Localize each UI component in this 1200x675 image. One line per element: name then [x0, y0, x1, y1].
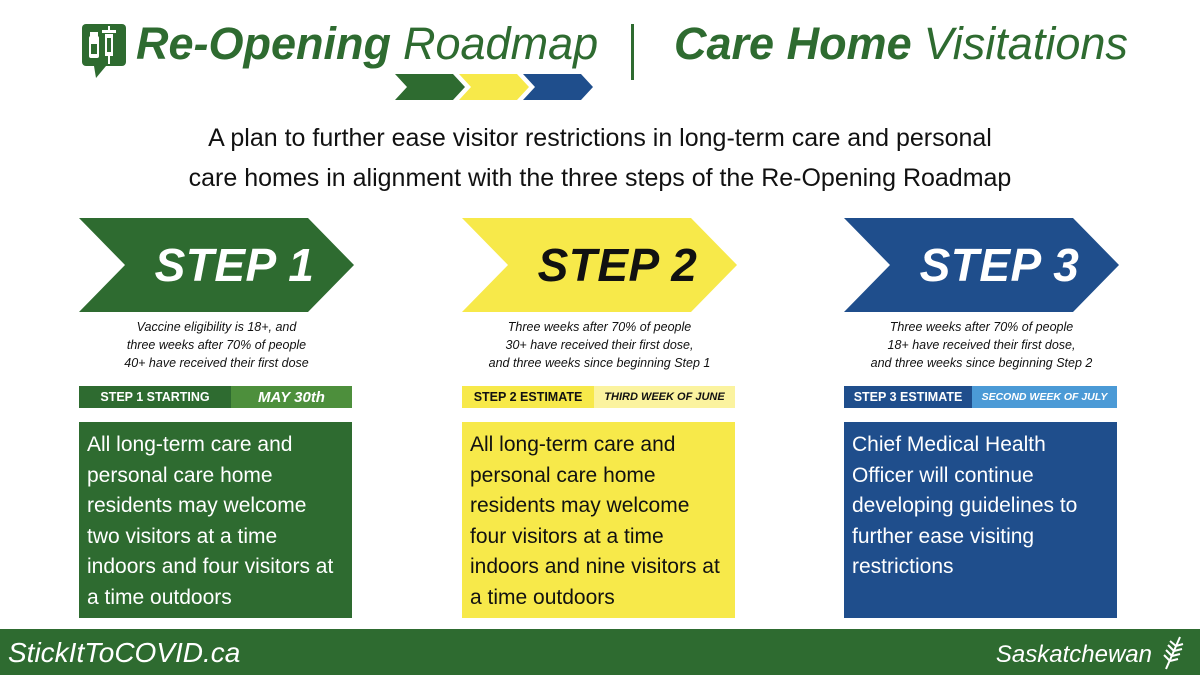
- care-home-title-light: Visitations: [923, 18, 1128, 69]
- step-2-eligibility-line: 30+ have received their first dose,: [505, 338, 694, 352]
- vaccine-syringe-speech-bubble-icon: [80, 22, 128, 80]
- step-2-description: All long-term care and personal care home residents may welcome four visitors at a time indoors and nine visitors at a time outdoors: [462, 422, 735, 618]
- roadmap-title-bold: Re-Opening: [136, 18, 391, 69]
- step-1-eligibility-line: three weeks after 70% of people: [126, 338, 307, 352]
- title-divider: [631, 24, 634, 80]
- step-1-bar-label: STEP 1 STARTING: [79, 386, 231, 408]
- step-2-date-bar: [462, 386, 735, 408]
- care-home-title: [674, 18, 1128, 78]
- step-1-eligibility-line: 40+ have received their first dose: [124, 356, 309, 370]
- care-home-title-bold: Care Home: [674, 18, 912, 69]
- step-3-eligibility-line: and three weeks since beginning Step 2: [870, 356, 1093, 370]
- step-2-label: STEP 2: [537, 239, 698, 291]
- province-wordmark: Saskatchewan: [995, 641, 1152, 668]
- step-3-eligibility-line: 18+ have received their first dose,: [887, 338, 1076, 352]
- step-3-description: Chief Medical Health Officer will continue developing guidelines to further ease visiting restrictions: [844, 422, 1117, 618]
- step-1-date-bar: [79, 386, 352, 408]
- step-3-bar-label: STEP 3 ESTIMATE: [844, 386, 972, 408]
- website-link[interactable]: StickItToCOVID.ca: [8, 637, 241, 668]
- step-2-eligibility: [442, 318, 757, 372]
- subtitle-line-1: A plan to further ease visitor restrictions in long-term care and personal: [208, 124, 992, 152]
- roadmap-title: [136, 18, 598, 78]
- step-1-bar-date: MAY 30th: [231, 386, 352, 408]
- step-2-eligibility-line: Three weeks after 70% of people: [507, 320, 692, 334]
- step-1-description: All long-term care and personal care home residents may welcome two visitors at a time indoors and four visitors at a time outdoors: [79, 422, 352, 618]
- subtitle-line-2: care homes in alignment with the three steps of the Re-Opening Roadmap: [188, 164, 1012, 192]
- step-3-bar-date: SECOND WEEK OF JULY: [972, 386, 1117, 408]
- subtitle: [0, 118, 1200, 198]
- step-3-eligibility-line: Three weeks after 70% of people: [889, 320, 1074, 334]
- step-3-date-bar: [844, 386, 1117, 408]
- step-3-eligibility: [824, 318, 1139, 372]
- footer: [0, 629, 1200, 675]
- step-1-eligibility-line: Vaccine eligibility is 18+, and: [136, 320, 297, 334]
- wheat-icon: [1158, 635, 1188, 671]
- roadmap-arrows-icon: [395, 74, 605, 100]
- header: [80, 18, 1140, 108]
- step-1-label: STEP 1: [154, 239, 315, 291]
- roadmap-title-light: Roadmap: [403, 18, 599, 69]
- step-2-bar-date: THIRD WEEK OF JUNE: [594, 386, 735, 408]
- step-3-label: STEP 3: [919, 239, 1080, 291]
- step-2-eligibility-line: and three weeks since beginning Step 1: [488, 356, 711, 370]
- step-2-bar-label: STEP 2 ESTIMATE: [462, 386, 594, 408]
- step-1-eligibility: [59, 318, 374, 372]
